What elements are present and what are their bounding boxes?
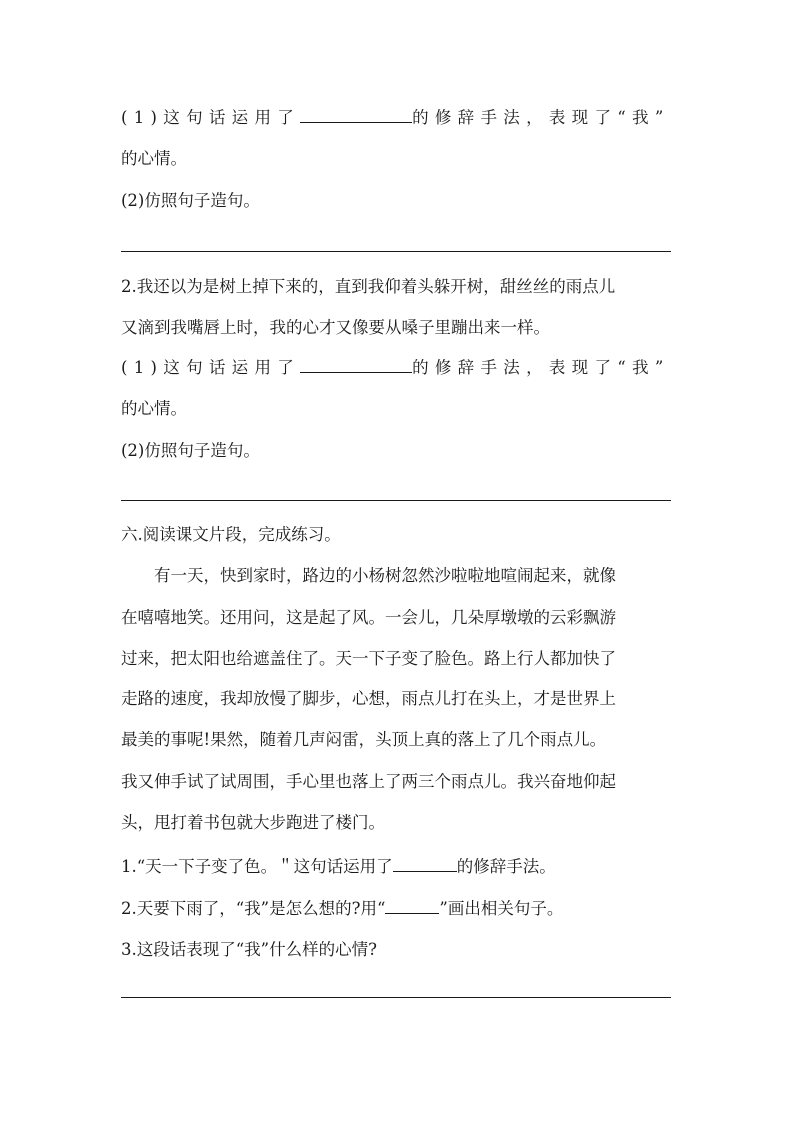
section6-q3: 3.这段话表现了“我”什么样的心情? — [121, 940, 377, 959]
section6-q2-suffix: ”画出相关句子。 — [439, 899, 564, 918]
q2-text-line2: 又滴到我嘴唇上时，我的心才又像要从嗓子里蹦出来一样。 — [121, 318, 550, 337]
q2-sub1-mid: 的修辞手法，表现了“我” — [412, 358, 670, 377]
q2-sub1-continuation: 的心情。 — [121, 399, 187, 418]
passage-line: 走路的速度，我却放慢了脚步，心想，雨点儿打在头上，才是世界上 — [121, 689, 616, 708]
section6-q1-suffix: 的修辞手法。 — [456, 857, 556, 876]
q2-answer-blank[interactable] — [300, 356, 412, 373]
q1-sub1-prefix: (1)这句话运用了 — [121, 108, 301, 127]
section6-heading: 六.阅读课文片段，完成练习。 — [121, 525, 341, 544]
q1-sub1-mid: 的修辞手法，表现了“我” — [412, 108, 670, 127]
passage-line: 我又伸手试了试周围，手心里也落上了两三个雨点儿。我兴奋地仰起 — [121, 772, 616, 791]
section6-q3-answer-line[interactable] — [121, 997, 671, 998]
section6-q2-blank[interactable] — [385, 897, 439, 914]
section6-q2-prefix: 2.天要下雨了，“我”是怎么想的?用“ — [121, 899, 386, 918]
section6-q1 — [121, 855, 556, 878]
q2-sub2: (2)仿照句子造句。 — [121, 441, 260, 460]
passage-line: 最美的事呢!果然，随着几声闷雷，头顶上真的落上了几个雨点儿。 — [121, 730, 607, 749]
passage-line: 头，甩打着书包就大步跑进了楼门。 — [121, 813, 385, 832]
q1-sub1-continuation: 的心情。 — [121, 149, 187, 168]
q1-answer-line[interactable] — [121, 251, 671, 252]
q2-sub1-line — [121, 356, 670, 379]
section6-q1-prefix: 1.“天一下子变了色。＂这句话运用了 — [121, 857, 393, 876]
passage-line: 在嘻嘻地笑。还用问，这是起了风。一会儿，几朵厚墩墩的云彩飘游 — [121, 608, 616, 627]
section6-q1-blank[interactable] — [393, 855, 457, 872]
q1-answer-blank[interactable] — [300, 106, 412, 123]
passage-line: 有一天，快到家时，路边的小杨树忽然沙啦啦地喧闹起来，就像 — [154, 566, 616, 585]
q2-answer-line[interactable] — [121, 500, 671, 501]
q1-sub2: (2)仿照句子造句。 — [121, 191, 260, 210]
q2-sub1-prefix: (1)这句话运用了 — [121, 358, 301, 377]
passage-line: 过来，把太阳也给遮盖住了。天一下子变了脸色。路上行人都加快了 — [121, 649, 616, 668]
q1-sub1-line — [121, 106, 670, 129]
section6-q2 — [121, 897, 563, 920]
q2-text-line1: 2.我还以为是树上掉下来的，直到我仰着头躲开树，甜丝丝的雨点儿 — [121, 277, 616, 296]
